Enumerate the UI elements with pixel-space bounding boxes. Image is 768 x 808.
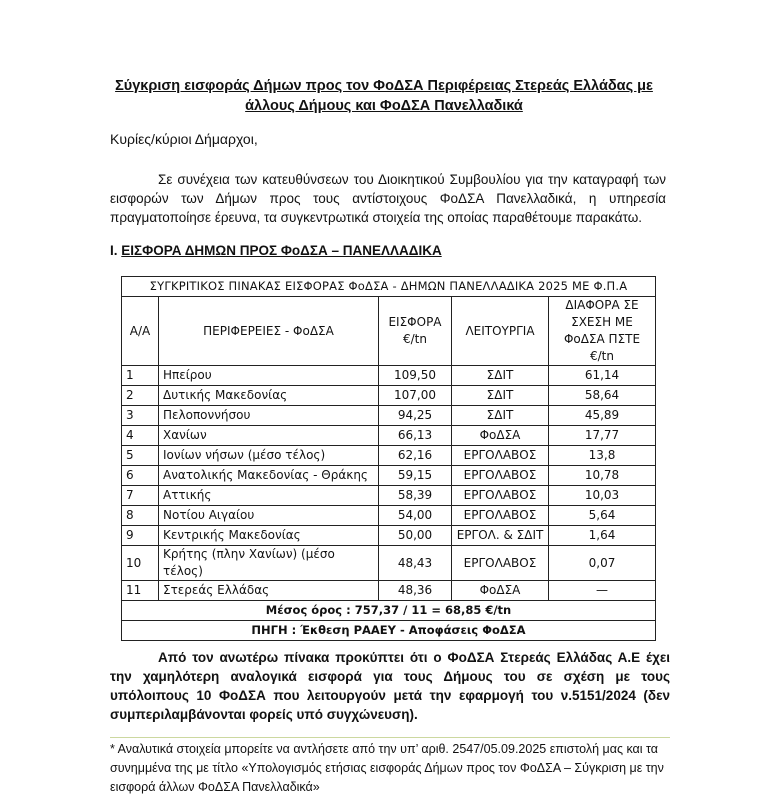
header-diff-line1: ΔΙΑΦΟΡΑ ΣΕ (565, 298, 639, 312)
cell-aa: 6 (122, 466, 159, 486)
cell-region: Δυτικής Μακεδονίας (159, 386, 379, 406)
cell-aa: 4 (122, 426, 159, 446)
conclusion-paragraph: Από τον ανωτέρω πίνακα προκύπτει ότι ο ΦοΔΣΑ Στερεάς Ελλάδας Α.Ε έχει την χαμηλότερη αναλογικά εισφορά για τους Δήμους του σε σχέση με τους υπόλοιπους 10 ΦοΔΣΑ που λειτουργούν μετά την εφαρμογή του ν.5151/2024 (δεν συμπεριλαμβάνονται φορείς υπό συγχώνευση). (110, 650, 670, 722)
cell-fee: 109,50 (379, 366, 452, 386)
cell-fee: 48,36 (379, 581, 452, 601)
table-header-row (122, 297, 656, 366)
cell-operation: ΣΔΙΤ (452, 366, 549, 386)
cell-aa: 7 (122, 486, 159, 506)
header-fee (379, 297, 452, 366)
cell-region: Πελοποννήσου (159, 406, 379, 426)
cell-region: Χανίων (159, 426, 379, 446)
cell-fee: 94,25 (379, 406, 452, 426)
cell-diff: 13,8 (549, 446, 656, 466)
cell-operation: ΕΡΓΟΛΑΒΟΣ (452, 506, 549, 526)
cell-region: Νοτίου Αιγαίου (159, 506, 379, 526)
header-diff-line3: ΦοΔΣΑ ΠΣΤΕ (563, 332, 641, 346)
cell-aa: 5 (122, 446, 159, 466)
header-region: ΠΕΡΙΦΕΡΕΙΕΣ - ΦοΔΣΑ (159, 297, 379, 366)
header-operation: ΛΕΙΤΟΥΡΓΙΑ (452, 297, 549, 366)
cell-aa: 9 (122, 526, 159, 546)
cell-operation: ΕΡΓΟΛΑΒΟΣ (452, 486, 549, 506)
cell-aa: 3 (122, 406, 159, 426)
table-row (122, 581, 656, 601)
table-row (122, 486, 656, 506)
table-row (122, 426, 656, 446)
cell-operation: ΕΡΓΟΛΑΒΟΣ (452, 546, 549, 581)
cell-aa: 10 (122, 546, 159, 581)
table-row (122, 446, 656, 466)
table-row (122, 546, 656, 581)
section-title: ΕΙΣΦΟΡΑ ΔΗΜΩΝ ΠΡΟΣ ΦοΔΣΑ – ΠΑΝΕΛΛΑΔΙΚΑ (121, 243, 442, 258)
cell-region: Στερεάς Ελλάδας (159, 581, 379, 601)
intro-paragraph: Σε συνέχεια των κατευθύνσεων του Διοικητικού Συμβουλίου για την καταγραφή των εισφορών των Δήμων προς τους αντίστοιχους ΦοΔΣΑ Πανελλαδικά, η υπηρεσία πραγματοποίησε έρευνα, τα συγκεντρωτικά στοιχεία της οποίας παραθέτουμε παρακάτω. (110, 172, 666, 225)
cell-region: Ανατολικής Μακεδονίας - Θράκης (159, 466, 379, 486)
cell-region: Ιονίων νήσων (μέσο τέλος) (159, 446, 379, 466)
cell-region: Κρήτης (πλην Χανίων) (μέσο τέλος) (159, 546, 379, 581)
cell-operation: ΕΡΓΟΛΑΒΟΣ (452, 446, 549, 466)
cell-diff: — (549, 581, 656, 601)
cell-fee: 59,15 (379, 466, 452, 486)
cell-fee: 66,13 (379, 426, 452, 446)
comparison-table (121, 276, 656, 641)
header-diff-line2: ΣΧΕΣΗ ΜΕ (571, 315, 633, 329)
table-mean: Μέσος όρος : 757,37 / 11 = 68,85 €/tn (122, 601, 656, 621)
cell-operation: ΕΡΓΟΛΑΒΟΣ (452, 466, 549, 486)
table-caption: ΣΥΓΚΡΙΤΙΚΟΣ ΠΙΝΑΚΑΣ ΕΙΣΦΟΡΑΣ ΦοΔΣΑ - ΔΗΜΩΝ ΠΑΝΕΛΛΑΔΙΚΑ 2025 ΜΕ Φ.Π.Α (122, 277, 656, 297)
cell-fee: 107,00 (379, 386, 452, 406)
cell-region: Ηπείρου (159, 366, 379, 386)
cell-aa: 1 (122, 366, 159, 386)
table-row (122, 506, 656, 526)
cell-fee: 62,16 (379, 446, 452, 466)
cell-operation: ΣΔΙΤ (452, 406, 549, 426)
header-fee-line2: €/tn (403, 332, 427, 346)
cell-fee: 50,00 (379, 526, 452, 546)
table-row (122, 366, 656, 386)
cell-fee: 54,00 (379, 506, 452, 526)
cell-fee: 48,43 (379, 546, 452, 581)
cell-operation: ΦοΔΣΑ (452, 581, 549, 601)
cell-diff: 58,64 (549, 386, 656, 406)
table-row (122, 406, 656, 426)
cell-diff: 17,77 (549, 426, 656, 446)
header-aa: Α/Α (122, 297, 159, 366)
cell-aa: 11 (122, 581, 159, 601)
cell-operation: ΣΔΙΤ (452, 386, 549, 406)
footnote: * Αναλυτικά στοιχεία μπορείτε να αντλήσετε από την υπ’ αριθ. 2547/05.09.2025 επιστολή μας και τα συνημμένα της με τίτλο «Υπολογισμός ετήσιας εισφοράς Δήμων προς τον ΦοΔΣΑ – Σύγκριση με την εισφορά άλλων ΦοΔΣΑ Πανελλαδικά» (110, 737, 670, 797)
header-diff (549, 297, 656, 366)
cell-operation: ΦοΔΣΑ (452, 426, 549, 446)
cell-aa: 8 (122, 506, 159, 526)
table-row (122, 466, 656, 486)
table-row (122, 386, 656, 406)
cell-diff: 5,64 (549, 506, 656, 526)
table-source: ΠΗΓΗ : Έκθεση ΡΑΑΕΥ - Αποφάσεις ΦοΔΣΑ (122, 621, 656, 641)
section-heading (110, 243, 442, 258)
cell-aa: 2 (122, 386, 159, 406)
document-title: Σύγκριση εισφοράς Δήμων προς τον ΦοΔΣΑ Περιφέρειας Στερεάς Ελλάδας με άλλους Δήμους και ΦοΔΣΑ Πανελλαδικά (115, 78, 653, 114)
section-number: I. (110, 243, 118, 258)
cell-operation: ΕΡΓΟΛ. & ΣΔΙΤ (452, 526, 549, 546)
table-row (122, 526, 656, 546)
cell-diff: 0,07 (549, 546, 656, 581)
cell-diff: 10,03 (549, 486, 656, 506)
cell-region: Αττικής (159, 486, 379, 506)
header-fee-line1: ΕΙΣΦΟΡΑ (388, 315, 442, 329)
salutation: Κυρίες/κύριοι Δήμαρχοι, (110, 131, 258, 147)
cell-diff: 10,78 (549, 466, 656, 486)
cell-region: Κεντρικής Μακεδονίας (159, 526, 379, 546)
cell-diff: 1,64 (549, 526, 656, 546)
cell-fee: 58,39 (379, 486, 452, 506)
cell-diff: 45,89 (549, 406, 656, 426)
cell-diff: 61,14 (549, 366, 656, 386)
header-diff-line4: €/tn (590, 349, 614, 363)
